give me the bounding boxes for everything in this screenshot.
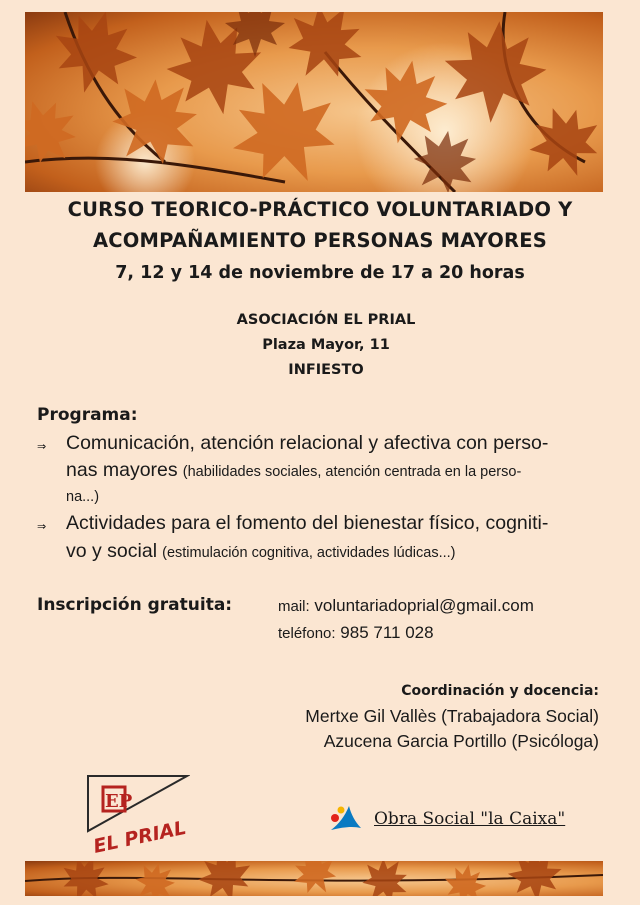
el-prial-text: EL PRIAL xyxy=(91,816,189,858)
inscripcion-heading: Inscripción gratuita: xyxy=(37,595,233,615)
programa-heading: Programa: xyxy=(37,405,138,425)
programa-item-1-main: nas mayores xyxy=(66,459,178,481)
mail-line xyxy=(278,596,534,616)
title-line-2: ACOMPAÑAMIENTO PERSONAS MAYORES xyxy=(92,229,548,252)
venue-town: INFIESTO xyxy=(288,362,364,378)
la-caixa-text: Obra Social "la Caixa" xyxy=(374,809,566,829)
programa-item-2-main: vo y social xyxy=(66,540,158,562)
la-caixa-star-icon xyxy=(325,800,365,840)
top-autumn-leaves-banner xyxy=(25,12,603,192)
mail-label: mail: xyxy=(278,598,310,615)
bullet-arrow-icon: ⇒ xyxy=(37,520,47,533)
mail-address[interactable]: voluntariadoprial@gmail.com xyxy=(314,596,534,615)
obra-social-la-caixa-logo xyxy=(325,800,585,840)
coordinator-1: Mertxe Gil Vallès (Trabajadora Social) xyxy=(305,706,599,726)
programa-item-2-line-1: Actividades para el fomento del bienestar físico, cogniti- xyxy=(66,512,549,534)
phone-number[interactable]: 985 711 028 xyxy=(340,623,434,642)
programa-item-1-note: (habilidades sociales, atención centrada en la perso- xyxy=(182,464,522,480)
title-line-1: CURSO TEORICO-PRÁCTICO VOLUNTARIADO Y xyxy=(67,198,573,221)
programa-item-1-line-3: na...) xyxy=(66,489,100,505)
el-prial-initials: EP xyxy=(105,791,133,812)
phone-line xyxy=(278,623,434,643)
programa-item-2-line-2 xyxy=(66,540,456,563)
course-dates: 7, 12 y 14 de noviembre de 17 a 20 horas xyxy=(115,263,525,283)
coordinacion-heading: Coordinación y docencia: xyxy=(401,683,599,699)
venue-name: ASOCIACIÓN EL PRIAL xyxy=(236,312,416,328)
venue-address: Plaza Mayor, 11 xyxy=(262,337,390,353)
bottom-autumn-leaves-banner xyxy=(25,861,603,896)
bullet-arrow-icon: ⇒ xyxy=(37,440,47,453)
programa-item-2-note: (estimulación cognitiva, actividades lúdicas...) xyxy=(162,545,456,561)
programa-item-1-line-2 xyxy=(66,459,521,482)
programa-item-1-line-1: Comunicación, atención relacional y afectiva con perso- xyxy=(66,432,549,454)
el-prial-logo xyxy=(85,773,190,863)
phone-label: teléfono: xyxy=(278,625,336,642)
coordinator-2: Azucena Garcia Portillo (Psicóloga) xyxy=(323,731,599,751)
